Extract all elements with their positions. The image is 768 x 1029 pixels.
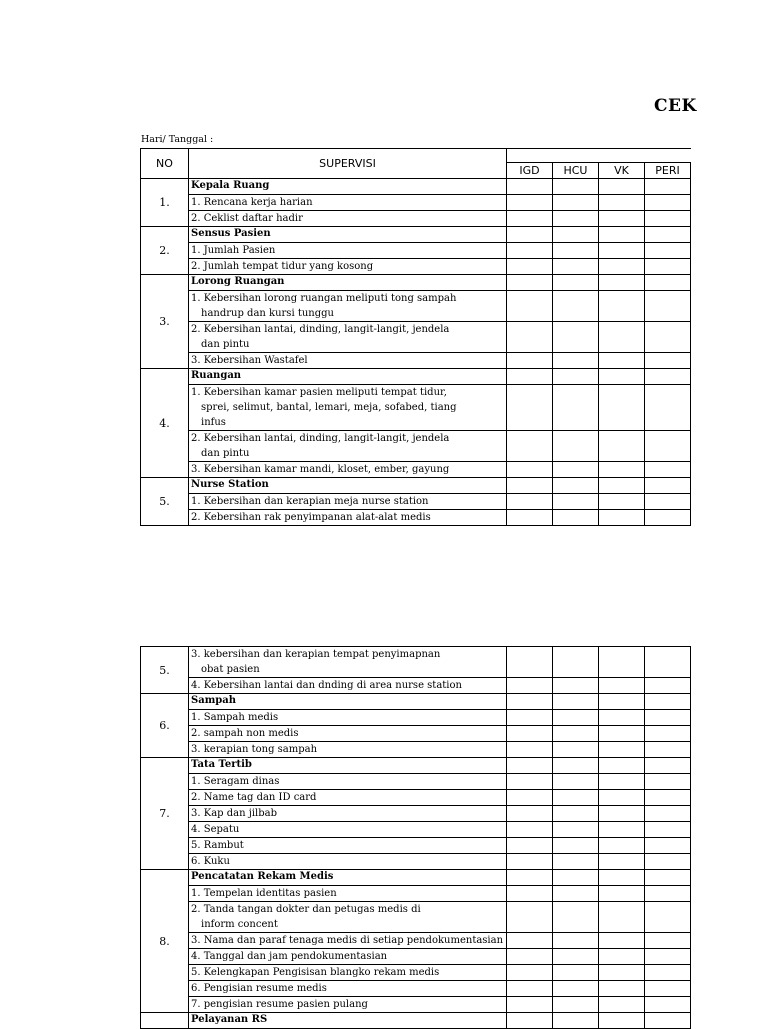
check-cell[interactable]	[645, 822, 691, 838]
check-cell[interactable]	[599, 758, 645, 774]
table-row	[141, 243, 691, 259]
check-cell[interactable]	[553, 822, 599, 838]
check-cell[interactable]	[645, 322, 691, 353]
check-cell[interactable]	[507, 710, 553, 726]
supervision-table-part-2	[140, 646, 691, 1029]
section-number: 2.	[141, 227, 189, 275]
check-cell[interactable]	[599, 870, 645, 886]
item-line: 3. Kebersihan kamar mandi, kloset, ember, gayung	[191, 464, 450, 475]
check-cell[interactable]	[553, 949, 599, 965]
item-line: 1. Kebersihan lorong ruangan meliputi tong sampah	[191, 293, 457, 304]
check-cell[interactable]	[645, 385, 691, 431]
table-row	[141, 949, 691, 965]
check-cell[interactable]	[507, 431, 553, 462]
item-line: 1. Seragam dinas	[191, 776, 280, 787]
check-cell[interactable]	[507, 854, 553, 870]
check-cell[interactable]	[553, 510, 599, 526]
check-cell[interactable]	[645, 854, 691, 870]
section-category: Ruangan	[189, 369, 507, 385]
check-cell[interactable]	[645, 694, 691, 710]
check-cell[interactable]	[599, 259, 645, 275]
item-line: 2. Kebersihan lantai, dinding, langit-langit, jendela	[191, 433, 450, 444]
section-number: 1.	[141, 179, 189, 227]
check-cell[interactable]	[645, 494, 691, 510]
item-text	[189, 243, 507, 259]
check-cell[interactable]	[645, 179, 691, 195]
check-cell[interactable]	[645, 838, 691, 854]
check-cell[interactable]	[553, 981, 599, 997]
check-cell[interactable]	[645, 758, 691, 774]
check-cell[interactable]	[553, 369, 599, 385]
check-cell[interactable]	[553, 997, 599, 1013]
table-row	[141, 997, 691, 1013]
section-number: 4.	[141, 369, 189, 478]
item-line: 2. Tanda tangan dokter dan petugas medis di	[191, 904, 421, 915]
table-row	[141, 854, 691, 870]
check-cell[interactable]	[599, 462, 645, 478]
table-row	[141, 981, 691, 997]
check-cell[interactable]	[553, 431, 599, 462]
check-cell[interactable]	[645, 806, 691, 822]
item-text	[189, 195, 507, 211]
table-row	[141, 790, 691, 806]
check-cell[interactable]	[553, 933, 599, 949]
check-cell[interactable]	[507, 227, 553, 243]
item-line: 2. Ceklist daftar hadir	[191, 213, 303, 224]
section-number: 3.	[141, 275, 189, 369]
item-text	[189, 806, 507, 822]
section-category: Pencatatan Rekam Medis	[189, 870, 507, 886]
check-cell[interactable]	[645, 886, 691, 902]
table-row	[141, 694, 691, 710]
check-cell[interactable]	[599, 806, 645, 822]
check-cell[interactable]	[599, 694, 645, 710]
check-cell[interactable]	[599, 742, 645, 758]
check-cell[interactable]	[599, 353, 645, 369]
header-no: NO	[141, 149, 189, 179]
table-row	[141, 462, 691, 478]
item-text	[189, 385, 507, 431]
item-line: 1. Sampah medis	[191, 712, 279, 723]
check-cell[interactable]	[599, 275, 645, 291]
check-cell[interactable]	[553, 227, 599, 243]
check-cell[interactable]	[599, 902, 645, 933]
table-row	[141, 678, 691, 694]
check-cell[interactable]	[599, 1013, 645, 1029]
item-text	[189, 822, 507, 838]
item-text	[189, 981, 507, 997]
header-col-hcu: HCU	[553, 163, 599, 179]
item-line: 2. sampah non medis	[191, 728, 299, 739]
check-cell[interactable]	[599, 726, 645, 742]
check-cell[interactable]	[599, 478, 645, 494]
table-row	[141, 726, 691, 742]
item-line: 1. Rencana kerja harian	[191, 197, 313, 208]
item-text	[189, 790, 507, 806]
section-category: Nurse Station	[189, 478, 507, 494]
check-cell[interactable]	[645, 933, 691, 949]
check-cell[interactable]	[507, 806, 553, 822]
item-text	[189, 678, 507, 694]
item-text	[189, 259, 507, 275]
table-row	[141, 965, 691, 981]
check-cell[interactable]	[645, 997, 691, 1013]
check-cell[interactable]	[507, 678, 553, 694]
check-cell[interactable]	[553, 259, 599, 275]
check-cell[interactable]	[599, 774, 645, 790]
check-cell[interactable]	[553, 870, 599, 886]
item-text	[189, 726, 507, 742]
item-text	[189, 838, 507, 854]
table-row	[141, 806, 691, 822]
check-cell[interactable]	[553, 179, 599, 195]
check-cell[interactable]	[553, 478, 599, 494]
check-cell[interactable]	[599, 195, 645, 211]
check-cell[interactable]	[553, 275, 599, 291]
check-cell[interactable]	[507, 369, 553, 385]
check-cell[interactable]	[645, 742, 691, 758]
check-cell[interactable]	[599, 838, 645, 854]
check-cell[interactable]	[553, 211, 599, 227]
table-row	[141, 494, 691, 510]
check-cell[interactable]	[507, 353, 553, 369]
check-cell[interactable]	[507, 647, 553, 678]
check-cell[interactable]	[507, 997, 553, 1013]
check-cell[interactable]	[507, 322, 553, 353]
check-cell[interactable]	[599, 790, 645, 806]
section-category: Tata Tertib	[189, 758, 507, 774]
check-cell[interactable]	[645, 510, 691, 526]
item-text	[189, 510, 507, 526]
section-category: Lorong Ruangan	[189, 275, 507, 291]
table-row	[141, 902, 691, 933]
check-cell[interactable]	[507, 179, 553, 195]
check-cell[interactable]	[507, 1013, 553, 1029]
section-number: 6.	[141, 694, 189, 758]
header-supervisi: SUPERVISI	[189, 149, 507, 179]
check-cell[interactable]	[599, 854, 645, 870]
check-cell[interactable]	[599, 710, 645, 726]
item-text	[189, 291, 507, 322]
table-row	[141, 291, 691, 322]
item-text	[189, 997, 507, 1013]
item-line: 4. Tanggal dan jam pendokumentasian	[191, 951, 388, 962]
check-cell[interactable]	[507, 195, 553, 211]
item-text	[189, 322, 507, 353]
table-row	[141, 870, 691, 886]
check-cell[interactable]	[599, 949, 645, 965]
check-cell[interactable]	[553, 742, 599, 758]
check-cell[interactable]	[507, 774, 553, 790]
header-col-igd: IGD	[507, 163, 553, 179]
check-cell[interactable]	[553, 694, 599, 710]
check-cell[interactable]	[645, 902, 691, 933]
table-row	[141, 227, 691, 243]
supervision-table-part-1	[140, 148, 691, 526]
check-cell[interactable]	[645, 195, 691, 211]
check-cell[interactable]	[507, 981, 553, 997]
check-cell[interactable]	[507, 243, 553, 259]
check-cell[interactable]	[645, 259, 691, 275]
check-cell[interactable]	[599, 510, 645, 526]
table-row	[141, 510, 691, 526]
check-cell[interactable]	[553, 726, 599, 742]
check-cell[interactable]	[507, 478, 553, 494]
item-line: 4. Kebersihan lantai dan dnding di area nurse station	[191, 680, 462, 691]
check-cell[interactable]	[507, 694, 553, 710]
item-text	[189, 647, 507, 678]
check-cell[interactable]	[599, 211, 645, 227]
item-line: 3. Kap dan jilbab	[191, 808, 277, 819]
check-cell[interactable]	[507, 742, 553, 758]
check-cell[interactable]	[553, 353, 599, 369]
check-cell[interactable]	[507, 949, 553, 965]
section-number: 8.	[141, 870, 189, 1013]
check-cell[interactable]	[507, 758, 553, 774]
check-cell[interactable]	[645, 678, 691, 694]
item-text	[189, 854, 507, 870]
item-text	[189, 949, 507, 965]
item-line: 6. Kuku	[191, 856, 230, 867]
check-cell[interactable]	[553, 965, 599, 981]
section-category: Sampah	[189, 694, 507, 710]
check-cell[interactable]	[599, 965, 645, 981]
table-row	[141, 275, 691, 291]
check-cell[interactable]	[553, 886, 599, 902]
table-row	[141, 1013, 691, 1029]
table-row	[141, 710, 691, 726]
table-row	[141, 259, 691, 275]
check-cell[interactable]	[645, 431, 691, 462]
item-line: 1. Tempelan identitas pasien	[191, 888, 337, 899]
header-col-peri: PERI	[645, 163, 691, 179]
item-line: 3. kebersihan dan kerapian tempat penyimapnan	[191, 649, 441, 660]
check-cell[interactable]	[507, 965, 553, 981]
table-row	[141, 478, 691, 494]
check-cell[interactable]	[645, 369, 691, 385]
item-line: 1. Jumlah Pasien	[191, 245, 276, 256]
table-row	[141, 838, 691, 854]
check-cell[interactable]	[553, 1013, 599, 1029]
item-text	[189, 742, 507, 758]
check-cell[interactable]	[599, 322, 645, 353]
check-cell[interactable]	[553, 195, 599, 211]
check-cell[interactable]	[553, 322, 599, 353]
check-cell[interactable]	[553, 462, 599, 478]
check-cell[interactable]	[553, 494, 599, 510]
check-cell[interactable]	[507, 902, 553, 933]
item-line: 2. Kebersihan rak penyimpanan alat-alat medis	[191, 512, 431, 523]
check-cell[interactable]	[507, 510, 553, 526]
table-row	[141, 353, 691, 369]
check-cell[interactable]	[599, 981, 645, 997]
item-text	[189, 774, 507, 790]
table-row	[141, 195, 691, 211]
table-row	[141, 886, 691, 902]
check-cell[interactable]	[507, 822, 553, 838]
check-cell[interactable]	[507, 462, 553, 478]
table-row	[141, 179, 691, 195]
item-line-continued: sprei, selimut, bantal, lemari, meja, sofabed, tiang	[201, 402, 457, 413]
check-cell[interactable]	[553, 902, 599, 933]
check-cell[interactable]	[645, 774, 691, 790]
check-cell[interactable]	[553, 647, 599, 678]
item-text	[189, 211, 507, 227]
table-row	[141, 647, 691, 678]
item-line-continued: infus	[201, 417, 226, 428]
check-cell[interactable]	[507, 385, 553, 431]
table-row	[141, 742, 691, 758]
check-cell[interactable]	[507, 838, 553, 854]
check-cell[interactable]	[507, 275, 553, 291]
check-cell[interactable]	[645, 462, 691, 478]
check-cell[interactable]	[599, 369, 645, 385]
check-cell[interactable]	[645, 1013, 691, 1029]
table-row	[141, 322, 691, 353]
check-cell[interactable]	[507, 870, 553, 886]
item-line-continued: dan pintu	[201, 448, 250, 459]
check-cell[interactable]	[553, 385, 599, 431]
check-cell[interactable]	[645, 243, 691, 259]
section-category: Sensus Pasien	[189, 227, 507, 243]
table-row	[141, 822, 691, 838]
check-cell[interactable]	[645, 981, 691, 997]
check-cell[interactable]	[599, 291, 645, 322]
item-line: 2. Jumlah tempat tidur yang kosong	[191, 261, 374, 272]
check-cell[interactable]	[645, 949, 691, 965]
check-cell[interactable]	[507, 211, 553, 227]
header-col-vk: VK	[599, 163, 645, 179]
section-category: Kepala Ruang	[189, 179, 507, 195]
check-cell[interactable]	[599, 933, 645, 949]
table-row	[141, 933, 691, 949]
section-number	[141, 1013, 189, 1029]
item-line: 3. Nama dan paraf tenaga medis di setiap pendokumentasian	[191, 935, 504, 946]
check-cell[interactable]	[645, 478, 691, 494]
section-category: Pelayanan RS	[189, 1013, 507, 1029]
item-line-continued: handrup dan kursi tunggu	[201, 308, 334, 319]
item-line: 7. pengisian resume pasien pulang	[191, 999, 368, 1010]
date-label: Hari/ Tanggal :	[141, 134, 214, 145]
table-row	[141, 758, 691, 774]
check-cell[interactable]	[645, 870, 691, 886]
check-cell[interactable]	[553, 806, 599, 822]
check-cell[interactable]	[645, 211, 691, 227]
check-cell[interactable]	[599, 227, 645, 243]
check-cell[interactable]	[645, 710, 691, 726]
check-cell[interactable]	[553, 838, 599, 854]
item-text	[189, 902, 507, 933]
item-line: 2. Name tag dan ID card	[191, 792, 317, 803]
check-cell[interactable]	[553, 758, 599, 774]
item-line: 1. Kebersihan kamar pasien meliputi tempat tidur,	[191, 387, 447, 398]
check-cell[interactable]	[553, 790, 599, 806]
check-cell[interactable]	[553, 291, 599, 322]
item-line-continued: dan pintu	[201, 339, 250, 350]
check-cell[interactable]	[507, 726, 553, 742]
check-cell[interactable]	[507, 259, 553, 275]
check-cell[interactable]	[645, 275, 691, 291]
item-line: 3. kerapian tong sampah	[191, 744, 318, 755]
check-cell[interactable]	[599, 822, 645, 838]
check-cell[interactable]	[645, 965, 691, 981]
item-text	[189, 965, 507, 981]
item-line: 4. Sepatu	[191, 824, 240, 835]
check-cell[interactable]	[599, 647, 645, 678]
table-row	[141, 431, 691, 462]
section-number: 5.	[141, 647, 189, 694]
item-line: 6. Pengisian resume medis	[191, 983, 327, 994]
check-cell[interactable]	[507, 790, 553, 806]
check-cell[interactable]	[553, 854, 599, 870]
item-line-continued: obat pasien	[201, 664, 260, 675]
check-cell[interactable]	[599, 997, 645, 1013]
item-text	[189, 494, 507, 510]
page-break	[0, 527, 768, 645]
item-text	[189, 462, 507, 478]
item-line: 3. Kebersihan Wastafel	[191, 355, 308, 366]
item-line: 1. Kebersihan dan kerapian meja nurse station	[191, 496, 429, 507]
check-cell[interactable]	[599, 678, 645, 694]
check-cell[interactable]	[553, 710, 599, 726]
item-text	[189, 710, 507, 726]
item-text	[189, 353, 507, 369]
check-cell[interactable]	[599, 431, 645, 462]
check-cell[interactable]	[507, 886, 553, 902]
check-cell[interactable]	[599, 179, 645, 195]
table-row	[141, 774, 691, 790]
check-cell[interactable]	[645, 353, 691, 369]
header-spacer	[507, 149, 691, 163]
check-cell[interactable]	[645, 790, 691, 806]
item-line: 5. Kelengkapan Pengisisan blangko rekam medis	[191, 967, 440, 978]
item-line-continued: inform concent	[201, 919, 278, 930]
check-cell[interactable]	[507, 494, 553, 510]
check-cell[interactable]	[507, 291, 553, 322]
check-cell[interactable]	[553, 678, 599, 694]
check-cell[interactable]	[645, 647, 691, 678]
item-text	[189, 886, 507, 902]
item-text	[189, 431, 507, 462]
item-text	[189, 933, 507, 949]
check-cell[interactable]	[599, 494, 645, 510]
item-line: 5. Rambut	[191, 840, 244, 851]
check-cell[interactable]	[645, 291, 691, 322]
check-cell[interactable]	[645, 227, 691, 243]
item-line: 2. Kebersihan lantai, dinding, langit-langit, jendela	[191, 324, 450, 335]
check-cell[interactable]	[599, 243, 645, 259]
table-row	[141, 369, 691, 385]
check-cell[interactable]	[599, 886, 645, 902]
section-number: 7.	[141, 758, 189, 870]
check-cell[interactable]	[507, 933, 553, 949]
check-cell[interactable]	[645, 726, 691, 742]
check-cell[interactable]	[553, 774, 599, 790]
page-title: CEK	[654, 96, 697, 116]
section-number: 5.	[141, 478, 189, 526]
check-cell[interactable]	[599, 385, 645, 431]
table-row	[141, 211, 691, 227]
check-cell[interactable]	[553, 243, 599, 259]
table-row	[141, 385, 691, 431]
